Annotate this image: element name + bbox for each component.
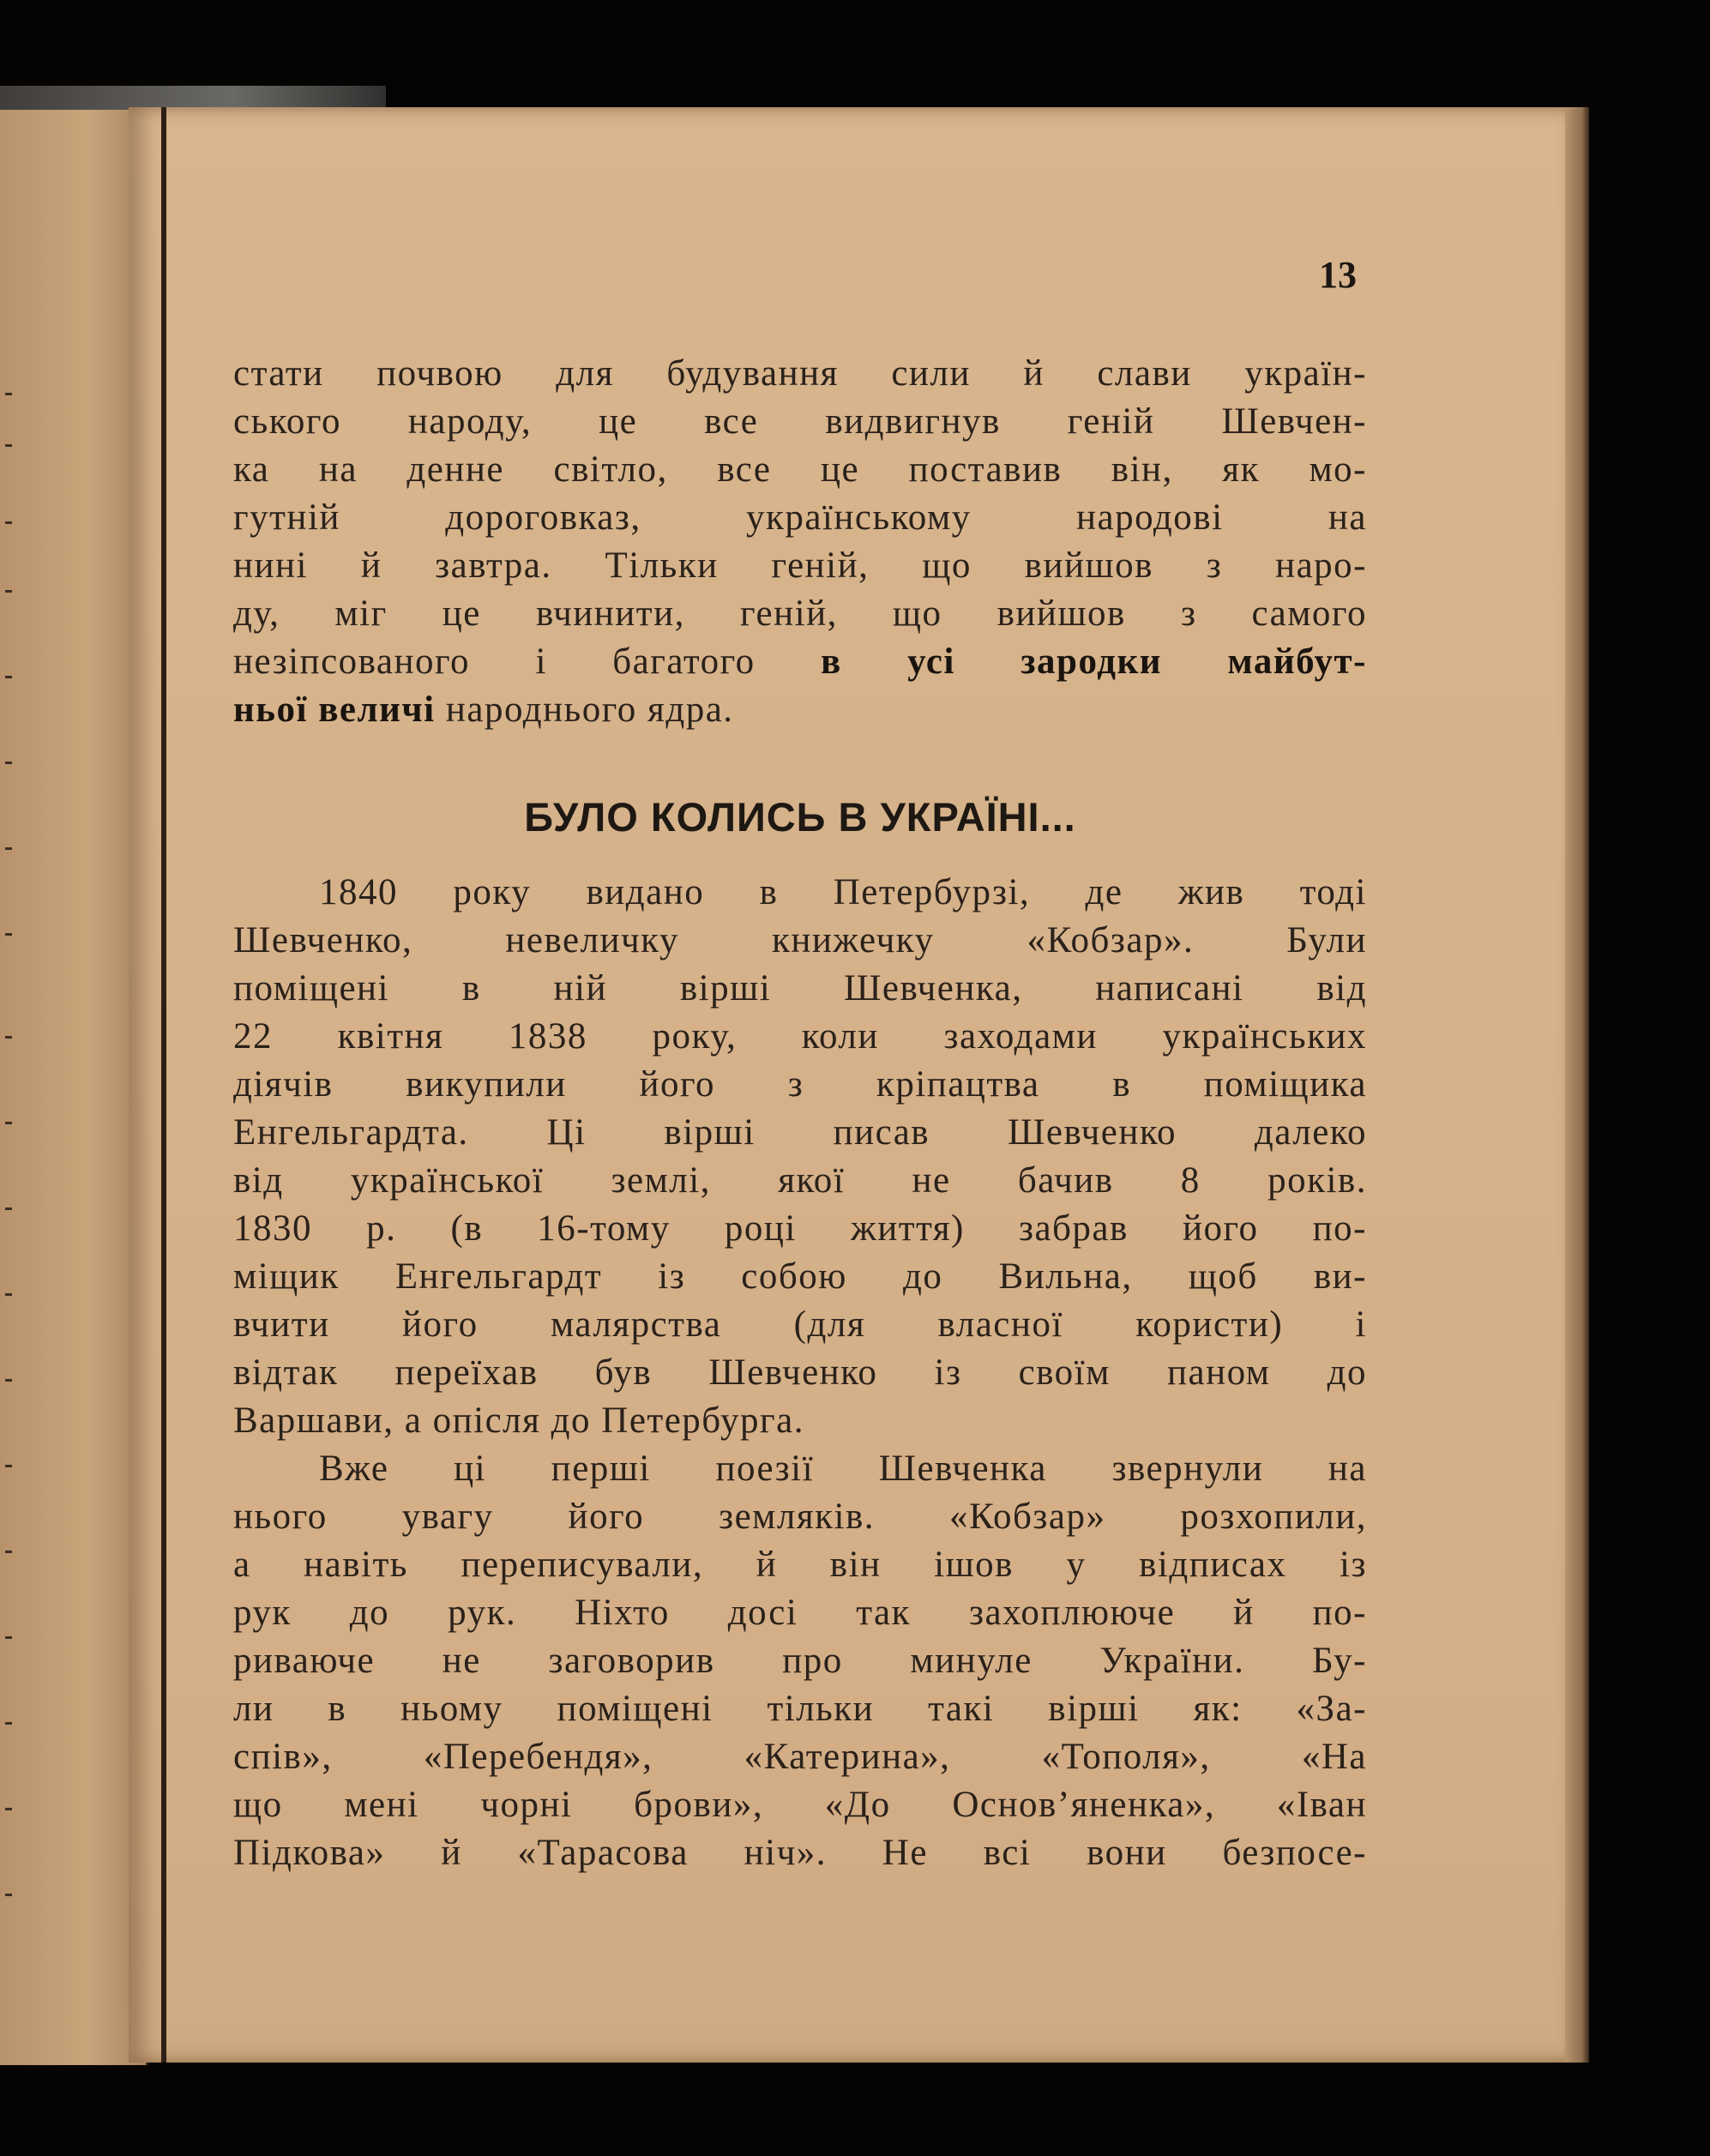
edge-mark xyxy=(5,1894,12,1896)
bold-text: ньої величі xyxy=(233,690,436,730)
edge-mark xyxy=(5,1293,12,1296)
edge-mark xyxy=(5,1465,12,1467)
edge-mark xyxy=(5,933,12,936)
text-line: що мені чорні брови», «До Основ’яненка», «Іван xyxy=(233,1785,1367,1825)
text-line: нині й завтра. Тільки геній, що вийшов з наро- xyxy=(233,545,1367,586)
edge-mark xyxy=(5,393,12,395)
text-line: діячів викупили його з кріпацтва в поміщика xyxy=(233,1064,1367,1105)
text-line: поміщені в ній вірші Шевченка, написані від xyxy=(233,968,1367,1009)
page-spine xyxy=(161,107,166,2063)
text-line: 1840 року видано в Петербурзі, де жив тоді xyxy=(319,872,1367,912)
text-line: від української землі, якої не бачив 8 років. xyxy=(233,1160,1367,1201)
text-line: риваюче не заговорив про минуле України. Бу- xyxy=(233,1641,1367,1681)
text-line: відтак переїхав був Шевченко із своїм паном до xyxy=(233,1352,1367,1393)
edge-mark xyxy=(5,1808,12,1810)
text-line: ли в ньому поміщені тільки такі вірші як: «За- xyxy=(233,1689,1367,1729)
text-line: ка на денне світло, все це поставив він, як мо- xyxy=(233,449,1367,490)
text-line: міщик Енгельгардт із собою до Вильна, щоб ви- xyxy=(233,1256,1367,1297)
text-line: 22 квітня 1838 року, коли заходами українських xyxy=(233,1016,1367,1057)
edge-mark xyxy=(5,1122,12,1124)
text-line: Енгельгардта. Ці вірші писав Шевченко далеко xyxy=(233,1112,1367,1153)
page-number: 13 xyxy=(1319,254,1357,296)
text-line: нього увагу його земляків. «Кобзар» розхопили, xyxy=(233,1497,1367,1537)
edge-mark xyxy=(5,762,12,764)
text-line: ського народу, це все видвигнув геній Шевчен- xyxy=(233,401,1367,442)
edge-mark xyxy=(5,1036,12,1039)
plain-text: народнього ядра. xyxy=(435,690,734,730)
edge-mark xyxy=(5,1207,12,1210)
paragraph-2 xyxy=(233,1445,1367,1877)
left-page-edge xyxy=(0,110,148,2065)
edge-mark xyxy=(5,1379,12,1382)
text-line: стати почвою для будування сили й слави україн- xyxy=(233,353,1367,394)
edge-mark xyxy=(5,1636,12,1639)
edge-mark xyxy=(5,1722,12,1725)
text-line-mixed xyxy=(233,638,1367,686)
text-line: ду, міг це вчинити, геній, що вийшов з самого xyxy=(233,593,1367,634)
edge-mark xyxy=(5,676,12,678)
text-line-mixed xyxy=(233,686,1367,734)
text-line: гутній дороговказ, українському народові на xyxy=(233,497,1367,538)
page-right-edge xyxy=(1565,107,1589,2063)
edge-mark xyxy=(5,847,12,850)
paragraph-1 xyxy=(233,869,1367,1445)
text-line: а навіть переписували, й він ішов у відписах із xyxy=(233,1545,1367,1585)
plain-text: незіпсованого і багатого xyxy=(233,641,822,682)
text-line: спів», «Перебендя», «Катерина», «Тополя», «На xyxy=(233,1737,1367,1777)
edge-mark xyxy=(5,590,12,593)
text-line: вчити його малярства (для власної користи) і xyxy=(233,1304,1367,1345)
text-line: Вже ці перші поезії Шевченка звернули на xyxy=(319,1448,1367,1489)
text-line: Підкова» й «Тарасова ніч». Не всі вони безпосе- xyxy=(233,1833,1367,1873)
edge-mark xyxy=(5,521,12,524)
edge-mark xyxy=(5,1551,12,1553)
text-line: рук до рук. Ніхто досі так захоплююче й по- xyxy=(233,1593,1367,1633)
edge-mark xyxy=(5,444,12,447)
text-line: 1830 р. (в 16-тому році життя) забрав його по- xyxy=(233,1208,1367,1249)
text-line: Шевченко, невеличку книжечку «Кобзар». Були xyxy=(233,920,1367,961)
text-line: Варшави, а опісля до Петербурга. xyxy=(233,1400,804,1441)
paragraph-continuation xyxy=(233,350,1367,734)
section-heading: БУЛО КОЛИСЬ В УКРАЇНІ... xyxy=(524,794,1076,840)
bold-text: в усі зародки майбут- xyxy=(821,641,1367,682)
